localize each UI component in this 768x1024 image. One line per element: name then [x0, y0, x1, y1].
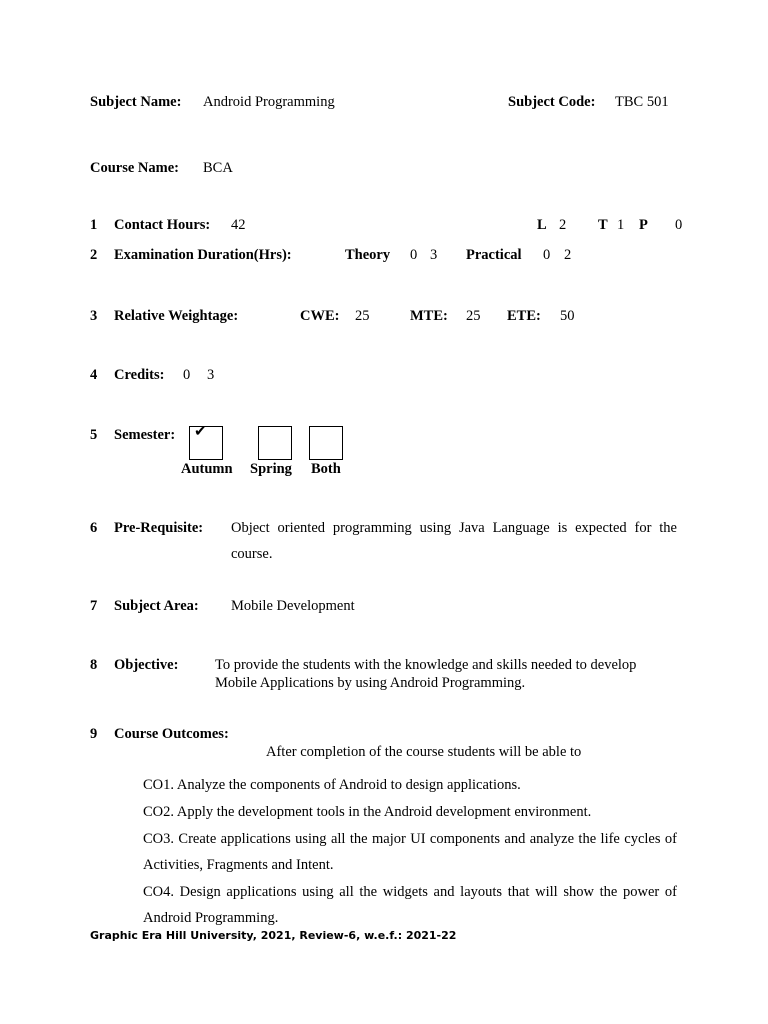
item-number: 4 — [90, 367, 98, 383]
item-number: 6 — [90, 520, 98, 536]
outcome-co2: CO2. Apply the development tools in the Android development environment. — [143, 804, 592, 820]
item-number: 3 — [90, 308, 98, 324]
course-name-label: Course Name: — [90, 160, 179, 176]
objective-line-1: To provide the students with the knowledge and skills needed to develop — [215, 657, 637, 673]
semester-label: Semester: — [114, 427, 176, 443]
practical-label: Practical — [466, 247, 522, 263]
subject-name-value: Android Programming — [203, 94, 335, 110]
objective-line-2: Mobile Applications by using Android Programming. — [215, 675, 526, 691]
practical-digit-2: 2 — [564, 247, 572, 263]
item-number: 2 — [90, 247, 98, 263]
checkmark-icon: ✔ — [194, 422, 207, 440]
subject-code-value: TBC 501 — [615, 94, 669, 110]
p-label: P — [639, 217, 648, 233]
item-number: 5 — [90, 427, 98, 443]
item-number: 8 — [90, 657, 98, 673]
exam-duration-label: Examination Duration(Hrs): — [114, 247, 292, 263]
practical-digit-1: 0 — [543, 247, 551, 263]
outcome-co1: CO1. Analyze the components of Android to design applications. — [143, 777, 521, 793]
course-name-value: BCA — [203, 160, 233, 176]
l-value: 2 — [559, 217, 567, 233]
outcome-co4: CO4. Design applications using all the widgets and layouts that will show the power of Android Programming. — [143, 884, 677, 926]
semester-option-autumn: Autumn — [181, 461, 233, 477]
t-value: 1 — [617, 217, 625, 233]
semester-checkbox-both[interactable] — [309, 426, 343, 460]
course-outcomes-label: Course Outcomes: — [114, 726, 229, 742]
pre-requisite-text: Object oriented programming using Java Language is expected for the course. — [231, 520, 677, 562]
outcome-co3: CO3. Create applications using all the major UI components and analyze the life cycles of Activities, Fragments and Intent. — [143, 831, 677, 873]
contact-hours-value: 42 — [231, 217, 246, 233]
theory-label: Theory — [345, 247, 391, 263]
t-label: T — [598, 217, 608, 233]
item-number: 1 — [90, 217, 98, 233]
ete-label: ETE: — [507, 308, 541, 324]
semester-checkbox-autumn[interactable] — [189, 422, 223, 460]
mte-label: MTE: — [410, 308, 448, 324]
mte-value: 25 — [466, 308, 481, 324]
semester-option-both: Both — [311, 461, 341, 477]
item-number: 7 — [90, 598, 98, 614]
contact-hours-label: Contact Hours: — [114, 217, 211, 233]
subject-area-value: Mobile Development — [231, 598, 355, 614]
subject-name-label: Subject Name: — [90, 94, 182, 110]
p-value: 0 — [675, 217, 683, 233]
footer-text: Graphic Era Hill University, 2021, Review-6, w.e.f.: 2021-22 — [90, 929, 457, 942]
credits-label: Credits: — [114, 367, 165, 383]
semester-checkbox-spring[interactable] — [258, 426, 292, 460]
pre-requisite-label: Pre-Requisite: — [114, 520, 204, 536]
theory-digit-2: 3 — [430, 247, 438, 263]
course-outcomes-intro: After completion of the course students will be able to — [266, 744, 582, 760]
ete-value: 50 — [560, 308, 575, 324]
subject-code-label: Subject Code: — [508, 94, 596, 110]
semester-option-spring: Spring — [250, 461, 292, 477]
credits-digit-1: 0 — [183, 367, 191, 383]
theory-digit-1: 0 — [410, 247, 418, 263]
item-number: 9 — [90, 726, 98, 742]
objective-label: Objective: — [114, 657, 179, 673]
l-label: L — [537, 217, 547, 233]
relative-weightage-label: Relative Weightage: — [114, 308, 239, 324]
subject-area-label: Subject Area: — [114, 598, 199, 614]
credits-digit-2: 3 — [207, 367, 215, 383]
cwe-label: CWE: — [300, 308, 340, 324]
cwe-value: 25 — [355, 308, 370, 324]
